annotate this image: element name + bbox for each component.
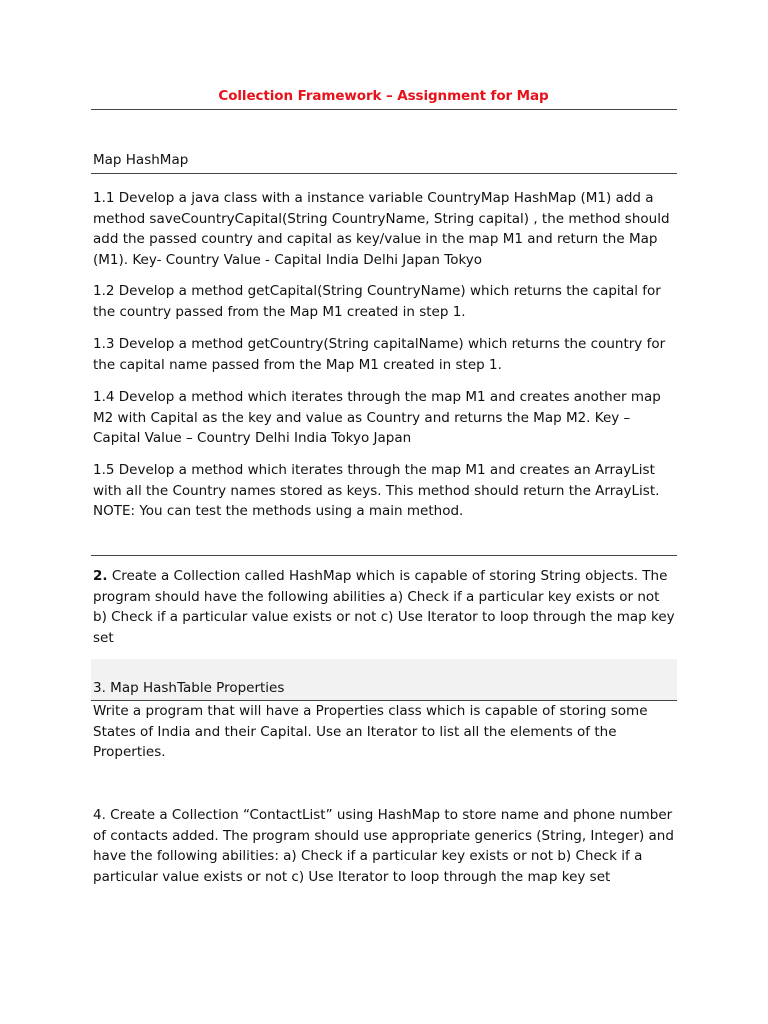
- task-2-text: Create a Collection called HashMap which is capable of storing String objects. The program should have the following abilities a) Check if a particular key exists or not b) Check if a particular value exists or not c) Use Iterator to loop through the map key set: [93, 568, 675, 646]
- section2-divider: [91, 555, 677, 556]
- task-1-4: 1.4 Develop a method which iterates through the map M1 and creates another map M2 with Capital as the key and value as Country and returns the Map M2. Key – Capital Value – Country Delhi India Tokyo Japan: [93, 389, 661, 446]
- task-2-number: 2.: [93, 568, 108, 584]
- document-title: Collection Framework – Assignment for Map: [218, 88, 549, 104]
- section-heading-map-hashmap: Map HashMap: [93, 152, 189, 168]
- section-heading-hashtable: 3. Map HashTable Properties: [93, 680, 285, 696]
- section1-divider: [91, 173, 677, 174]
- title-divider: [91, 109, 677, 110]
- task-4: 4. Create a Collection “ContactList” using HashMap to store name and phone number of contacts added. The program should use appropriate generics (String, Integer) and have the following abilities: a) Check if a particular key exists or not b) Check if a particular value exists or not c) Use Iterator to loop through the map key set: [93, 807, 674, 885]
- task-1-3: 1.3 Develop a method getCountry(String capitalName) which returns the country for the capital name passed from the Map M1 created in step 1.: [93, 336, 666, 373]
- task-1-2: 1.2 Develop a method getCapital(String CountryName) which returns the capital for the country passed from the Map M1 created in step 1.: [93, 283, 661, 320]
- task-1-5: 1.5 Develop a method which iterates through the map M1 and creates an ArrayList with all the Country names stored as keys. This method should return the ArrayList. NOTE: You can test the methods using a main method.: [93, 462, 660, 519]
- task-2: [93, 566, 675, 648]
- task-1-1: 1.1 Develop a java class with a instance variable CountryMap HashMap (M1) add a method saveCountryCapital(String CountryName, String capital) , the method should add the passed country and capital as key/value in the map M1 and return the Map (M1). Key- Country Value - Capital India Delhi Japan Tokyo: [93, 190, 670, 268]
- task-3: Write a program that will have a Properties class which is capable of storing some States of India and their Capital. Use an Iterator to list all the elements of the Properties.: [93, 703, 648, 760]
